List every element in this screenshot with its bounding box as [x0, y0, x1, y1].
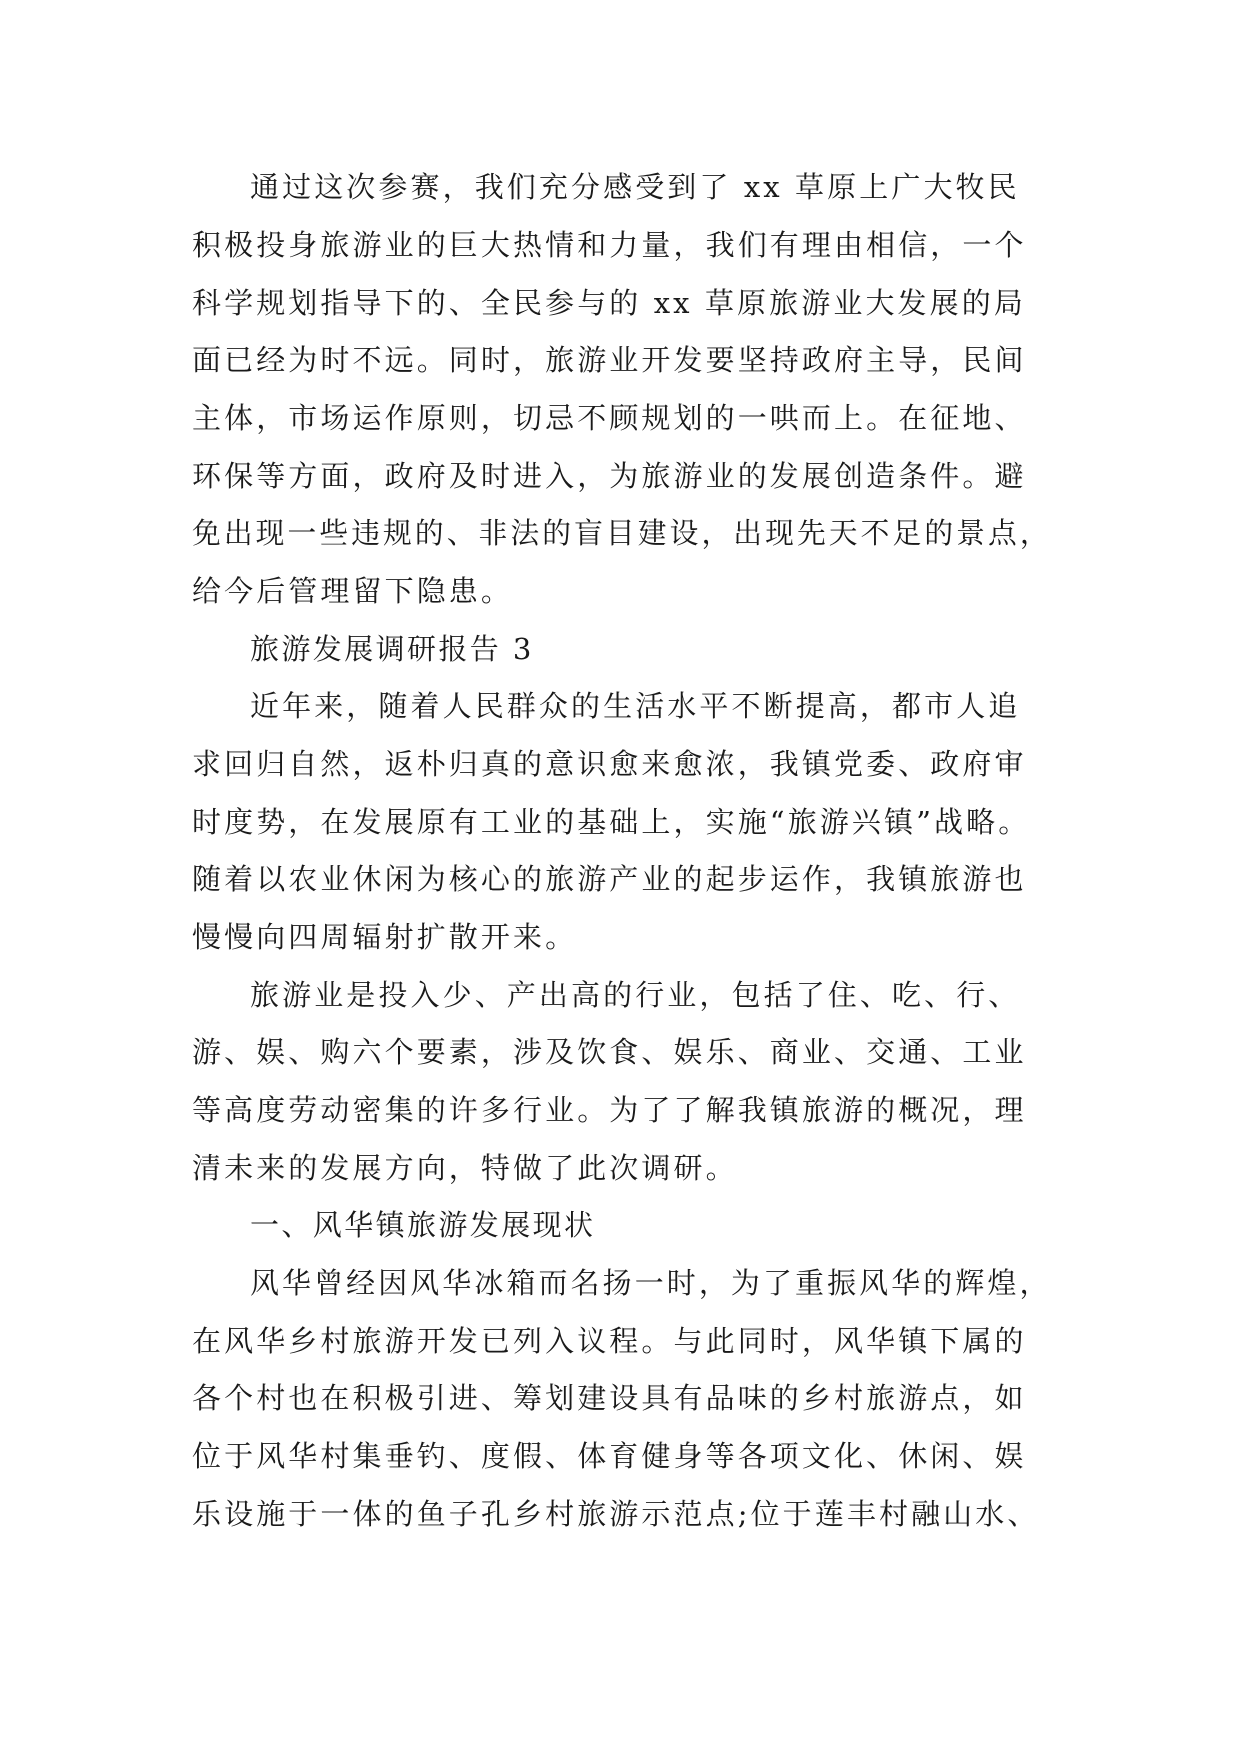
paragraph-line: 时度势，在发展原有工业的基础上，实施“旅游兴镇”战略。	[192, 805, 1031, 839]
paragraph-line: 主体，市场运作原则，切忌不顾规划的一哄而上。在征地、	[192, 401, 1027, 435]
paragraph-line: 风华曾经因风华冰箱而名扬一时，为了重振风华的辉煌，	[250, 1266, 1052, 1300]
paragraph-line: 免出现一些违规的、非法的盲目建设，出现先天不足的景点，	[192, 516, 1052, 550]
section-heading: 旅游发展调研报告 3	[250, 632, 534, 666]
paragraph-line: 慢慢向四周辐射扩散开来。	[192, 920, 578, 954]
paragraph-line: 游、娱、购六个要素，涉及饮食、娱乐、商业、交通、工业	[192, 1035, 1027, 1069]
paragraph-line: 随着以农业休闲为核心的旅游产业的起步运作，我镇旅游也	[192, 862, 1027, 896]
paragraph-line: 各个村也在积极引进、筹划建设具有品味的乡村旅游点，如	[192, 1381, 1027, 1415]
paragraph-line: 乐设施于一体的鱼子孔乡村旅游示范点;位于莲丰村融山水、	[192, 1497, 1040, 1531]
paragraph-line: 环保等方面，政府及时进入，为旅游业的发展创造条件。避	[192, 459, 1027, 493]
paragraph-line: 积极投身旅游业的巨大热情和力量，我们有理由相信，一个	[192, 228, 1027, 262]
paragraph-line: 求回归自然，返朴归真的意识愈来愈浓，我镇党委、政府审	[192, 747, 1027, 781]
paragraph-line: 位于风华村集垂钓、度假、体育健身等各项文化、休闲、娱	[192, 1439, 1027, 1473]
paragraph-line: 面已经为时不远。同时，旅游业开发要坚持政府主导，民间	[192, 343, 1027, 377]
paragraph-line: 通过这次参赛，我们充分感受到了 xx 草原上广大牧民	[250, 170, 1020, 204]
paragraph-line: 在风华乡村旅游开发已列入议程。与此同时，风华镇下属的	[192, 1324, 1027, 1358]
paragraph-line: 清未来的发展方向，特做了此次调研。	[192, 1151, 738, 1185]
paragraph-line: 旅游业是投入少、产出高的行业，包括了住、吃、行、	[250, 978, 1021, 1012]
section-heading: 一、风华镇旅游发展现状	[250, 1208, 596, 1242]
paragraph-line: 科学规划指导下的、全民参与的 xx 草原旅游业大发展的局	[192, 286, 1026, 320]
paragraph-line: 给今后管理留下隐患。	[192, 574, 514, 608]
paragraph-line: 近年来，随着人民群众的生活水平不断提高，都市人追	[250, 689, 1021, 723]
paragraph-line: 等高度劳动密集的许多行业。为了了解我镇旅游的概况，理	[192, 1093, 1027, 1127]
